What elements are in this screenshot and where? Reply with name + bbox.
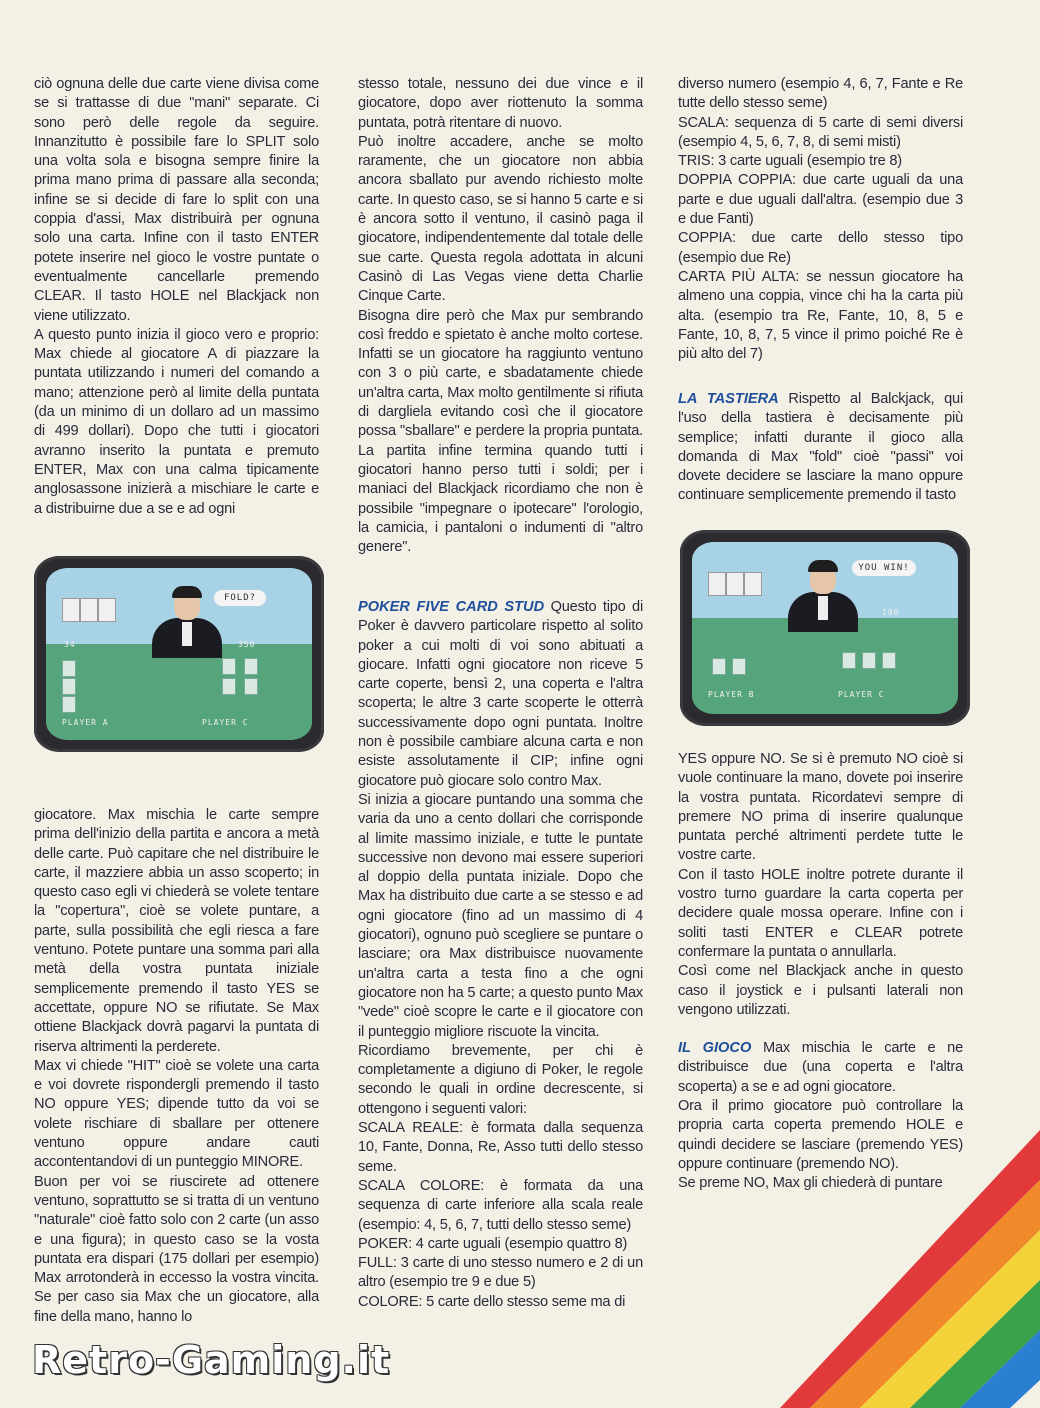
screen-display	[46, 568, 312, 740]
col3-para-8: YES oppure NO. Se si è premuto NO cioè si vuole continuare la mano, dovete poi inserire la vostra puntata. Ricordatevi sempre di premere NO prima di inserire qualunque puntata perché altrimenti perdete tutte le vostre carte.	[678, 751, 963, 864]
player-card	[842, 652, 856, 669]
col2-para-5: Si inizia a giocare puntando una somma che varia da uno a cento dollari che corrisponde al limite massimo iniziale, e tutte le puntate successive non devono mai essere superiori al doppio della puntata iniziale. Dopo che Max ha distribuito due carte a se stesso e ad ogni giocatore (fino ad un massimo di 4 giocatori), ognuno può scegliere se puntare o lasciare; ora Max distribuisce nuovamente un'altra carta a testa fino a che ogni giocatore non ha 5 carte; a questo punto Max "vede" cioè scopre le carte e il giocatore con il punteggio migliore riscuote la vincita.	[358, 791, 643, 1040]
dealer-card	[62, 598, 80, 622]
screenshot-poker-you-win	[680, 530, 970, 726]
score: 100	[882, 608, 900, 617]
gioco-text: Max mischia le carte e ne distribuisce due (una coperta e l'altra scoperta) a se e ad ogni giocatore.	[678, 1040, 963, 1095]
text-column-2	[358, 75, 643, 557]
col2-para-3: Bisogna dire però che Max pur sembrando così freddo e spietato è anche molto cortese. Infatti se un giocatore ha raggiunto ventuno con 3 o più carte, e sbadatamente chiede un'altra carta, Max molto gentilmente si rifiuta di dargliela evitando così che il giocatore possa "sballare" e perdere la propria puntata. La partita infine termina quando tutti i giocatori hanno perso tutti i soldi; per i maniaci del Blackjack ricordiamo che non è possibile "impegnare o ipotecare" l'orologio, la camicia, i pantaloni o indumenti di "altro genere".	[358, 307, 643, 556]
player-label-left: PLAYER B	[708, 690, 755, 699]
col3-para-3: TRIS: 3 carte uguali (esempio tre 8)	[678, 153, 902, 170]
col3-para-2: SCALA: sequenza di 5 carte di semi diversi (esempio 4, 5, 6, 7, 8, di semi misti)	[678, 114, 963, 150]
col2-para-8: SCALA COLORE: è formata da una sequenza di carte inferiore alla scala reale (esempio: 4, 5, 6, 7, tutti dello stesso seme)	[358, 1177, 643, 1233]
col2-para-1: stesso totale, nessuno dei due vince e il giocatore, dopo aver riottenuto la somma puntata, potrà ritentare di nuovo.	[358, 76, 643, 131]
screen-display	[692, 542, 958, 714]
col2-para-11: COLORE: 5 carte dello stesso seme ma di	[358, 1293, 626, 1310]
text-column-2-poker	[358, 598, 643, 1312]
col1-para-2: A questo punto inizia il gioco vero e proprio: Max chiede al giocatore A di piazzare la puntata utilizzando i numeri del comando a mano; attenzione però al limite della puntata (da un minimo di un dollaro ad un massimo di 499 dollari). Dopo che tutti i giocatori avranno inserito la puntata e premuto ENTER, Max con una calma tipicamente anglosassone inizierà a mischiare le carte e a distribuirne due a se e ad ogni	[34, 326, 319, 517]
col1-para-4: Max vi chiede "HIT" cioè se volete una carta e voi dovrete rispondergli premendo il tasto NO oppure YES; dipende tutto da voi se volete rischiare di sballare per ottenere ventuno oppure andare cauti accontentandovi di un punteggio MINORE.	[34, 1057, 319, 1171]
player-card	[244, 658, 258, 675]
tastiera-heading: LA TASTIERA	[678, 391, 779, 407]
col2-para-6: Ricordiamo brevemente, per chi è completamente a digiuno di Poker, le regole secondo le quali in ordine decrescente, si ottengono i seguenti valori:	[358, 1042, 643, 1117]
col3-para-6: CARTA PIÙ ALTA: se nessun giocatore ha almeno una coppia, vince chi ha la carta più alta. (esempio tra Re, Fante, 10, 8, 5 e Fante, 10, 8, 7, 5 vince il primo poiché Re è più alto del 7)	[678, 268, 963, 363]
col1-para-3: giocatore. Max mischia le carte sempre prima dell'inizio della partita e ancora a metà delle carte. Può capitare che nel distribuire le carte, il mazziere abbia un asso scoperto; in questo caso egli vi chiederà se volete tentare la "copertura", cioè se volete puntare, a parte, sulla possibilità che egli riesca a fare ventuno. Potete puntare una somma pari alla metà della vostra puntata iniziale semplicemente premendo il tasto YES se accettate, oppure NO se rifiutate. Se Max ottiene Blackjack dovrà pagarvi la puntata di riserva altrimenti la perderete.	[34, 807, 319, 1055]
col3-para-9: Con il tasto HOLE inoltre potrete durante il vostro turno guardare la carta coperta per decidere quale mossa operare. Infine con i soliti tasti ENTER e CLEAR potrete confermare la puntata o annullarla.	[678, 866, 963, 960]
player-label-right: PLAYER C	[838, 690, 885, 699]
tastiera-para	[678, 390, 963, 506]
player-card	[62, 696, 76, 713]
text-column-3-continued	[678, 750, 963, 1194]
col3-para-10: Così come nel Blackjack anche in questo caso il joystick e i pulsanti laterali non vengono utilizzati.	[678, 963, 963, 1018]
col2-para-10: FULL: 3 carte di uno stesso numero e 2 di un altro (esempio tre 9 e due 5)	[358, 1255, 643, 1291]
gioco-para	[678, 1039, 963, 1097]
score-left: 34	[64, 640, 76, 649]
text-column-1-continued	[34, 806, 319, 1327]
col3-para-1: diverso numero (esempio 4, 6, 7, Fante e Re tutte dello stesso seme)	[678, 76, 963, 112]
player-card	[222, 658, 236, 675]
watermark: Retro-Gaming.it	[32, 1338, 391, 1382]
dealer-shirt	[182, 622, 192, 646]
dealer-card	[80, 598, 98, 622]
col3-para-5: COPPIA: due carte dello stesso tipo (esempio due Re)	[678, 230, 963, 266]
dealer-card	[708, 572, 726, 596]
player-label-right: PLAYER C	[202, 718, 249, 727]
col2-para-7: SCALA REALE: è formata dalla sequenza 10, Fante, Donna, Re, Asso tutti dello stesso seme.	[358, 1120, 643, 1175]
dealer-card	[726, 572, 744, 596]
gioco-heading: IL GIOCO	[678, 1040, 752, 1057]
player-card	[882, 652, 896, 669]
poker-intro-text: Questo tipo di Poker è davvero particolare rispetto al solito poker a cui molti di voi sono abituati a giocare. Infatti ogni giocatore non riceve 5 carte coperte, bensì 2, una coperta e l'altra scoperta; le altre 3 carte scoperte le otterrà successivamente dopo ogni puntata. Inoltre non è possibile cambiare alcuna carta e non esiste assolutamente il CIP; infine ogni giocatore può giocare solo contro Max.	[358, 599, 643, 789]
dealer-card	[744, 572, 762, 596]
col3-para-13: Se preme NO, Max gli chiederà di puntare	[678, 1175, 943, 1192]
tastiera-text: Rispetto al Balckjack, qui l'uso della tastiera è decisamente più semplice; infatti durante il gioco alla domanda di Max "fold" cioè "passi" voi dovete decidere se lasciare la mano oppure continuare semplicemente premendo il tasto	[678, 391, 963, 504]
col3-para-4: DOPPIA COPPIA: due carte uguali da una parte e due uguali dall'altra. (esempio due 3 e due Fanti)	[678, 172, 963, 228]
col2-para-9: POKER: 4 carte uguali (esempio quattro 8)	[358, 1235, 628, 1252]
rainbow-stripes	[780, 1130, 1040, 1408]
player-card	[222, 678, 236, 695]
score-right: 350	[238, 640, 256, 649]
text-column-3-tastiera	[678, 390, 963, 506]
player-card	[862, 652, 876, 669]
player-card	[62, 660, 76, 677]
paragraph-gap	[678, 1020, 963, 1039]
poker-heading: POKER FIVE CARD STUD	[358, 599, 545, 615]
speech-bubble: YOU WIN!	[852, 560, 916, 576]
text-column-3	[678, 75, 963, 364]
player-card	[244, 678, 258, 695]
text-column-1	[34, 75, 319, 519]
speech-bubble: FOLD?	[214, 590, 266, 606]
screenshot-blackjack-fold	[34, 556, 324, 752]
player-label-left: PLAYER A	[62, 718, 109, 727]
col1-para-5: Buon per voi se riuscirete ad ottenere ventuno, soprattutto se si tratta di un ventuno "naturale" cioè fatto solo con 2 carte (un asso e una figura); in questo caso se la vosta puntata era dispari (175 dollari per esempio) Max arrotonderà in eccesso la vostra vincita. Se per caso sia Max che un giocatore, alla fine della mano, hanno lo	[34, 1173, 319, 1325]
poker-intro-para	[358, 598, 643, 791]
dealer-card	[98, 598, 116, 622]
col2-para-2: Può inoltre accadere, anche se molto raramente, che un giocatore non abbia ancora sballato pur avendo richiesto molte carte. In questo caso, se si hanno 5 carte e si è ancora sotto il ventuno, il casinò paga il giocatore, indipendentemente dal totale delle sue carte. Questa regola adottata in alcuni Casinò di Las Vegas viene detta Charlie Cinque Carte.	[358, 133, 643, 305]
col1-para-1: ciò ognuna delle due carte viene divisa come se si trattasse di due "mani" separate. Ci sono però delle regole da seguire. Innanzitutto è possibile fare lo SPLIT solo una volta sola e bisogna sempre finire la prima mano prima di passare alla seconda; infine se si decide di fare lo split con una coppia d'assi, Max distribuirà per ognuna solo una carta. Infine con il tasto ENTER potete inserire nel gioco le vostre puntate o eventualmente cancellarle premendo CLEAR. Il tasto HOLE nel Blackjack non viene utilizzato.	[34, 76, 319, 324]
player-card	[712, 658, 726, 675]
col3-para-12: Ora il primo giocatore può controllare la propria carta coperta premendo HOLE e quindi decidere se lasciare (premendo YES) oppure continuare (premendo NO).	[678, 1098, 963, 1172]
dealer-max-hair	[172, 586, 202, 598]
dealer-max-hair	[808, 560, 838, 572]
dealer-shirt	[818, 596, 828, 620]
player-card	[62, 678, 76, 695]
player-card	[732, 658, 746, 675]
